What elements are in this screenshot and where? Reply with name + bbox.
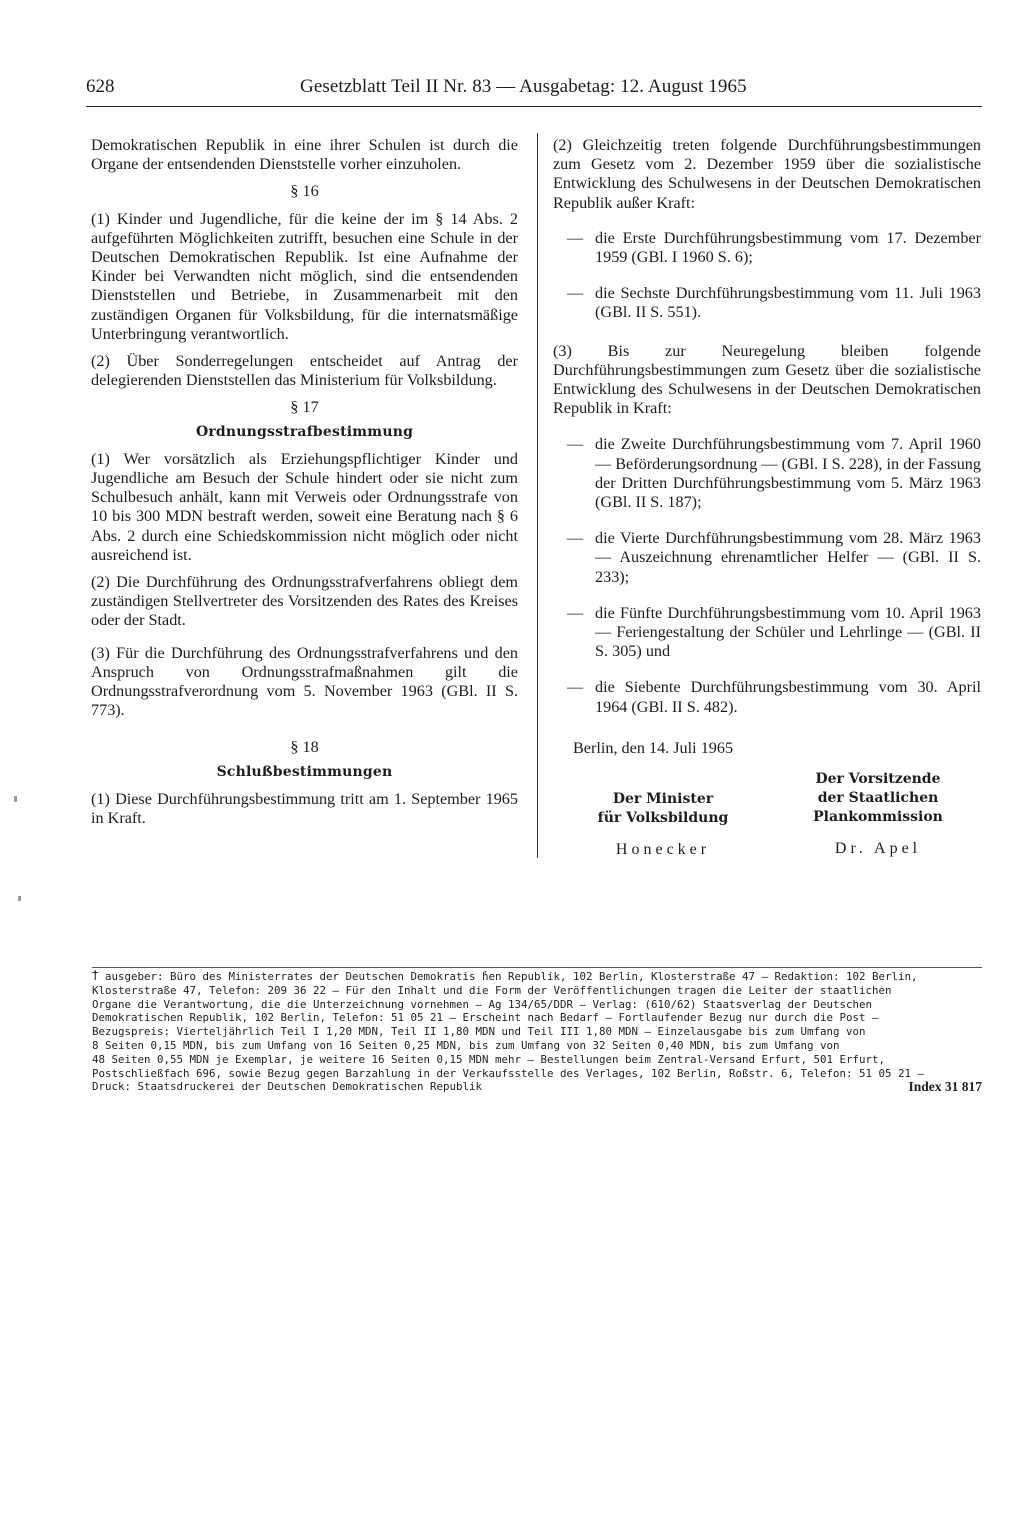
right-column [553, 136, 981, 880]
printer-line: Druck: Staatsdruckerei der Deutschen Demokratischen Republik [92, 1080, 483, 1094]
imprint-line: Bezugspreis: Vierteljährlich Teil I 1,20 MDN, Teil II 1,80 MDN und Teil III 1,80 MDN — Einzelausgabe bis zum Umfang von [92, 1025, 866, 1039]
remaining-item-text: die Vierte Durchführungsbestimmung vom 28. März 1963 — Auszeichnung ehrenamtlicher Helfer — (GBl. II S. 233); [595, 529, 981, 586]
dash-marker: — [567, 228, 584, 247]
section-17-paragraph-3: (3) Für die Durchführung des Ordnungsstrafverfahrens und den Anspruch von Ordnungsstrafmaßnahmen gilt die Ordnungsstrafverordnung vom 5. November 1963 (GBl. II S. 773). [91, 643, 518, 720]
scan-speck [14, 796, 17, 802]
section-18-paragraph-2: (2) Gleichzeitig treten folgende Durchführungsbestimmungen zum Gesetz vom 2. Dezember 1959 über die sozialistische Entwicklung des Schulwesens in der Deutschen Demokratischen Republik außer Kraft: [553, 136, 981, 212]
signature-block [553, 770, 981, 880]
section-18-title: Schlußbestimmungen [216, 763, 393, 780]
section-18-sign: § 18 [290, 738, 319, 757]
signatory-minister [573, 790, 753, 859]
signatory-name: Dr. Apel [834, 840, 922, 858]
remaining-item [553, 435, 981, 512]
imprint-line: Postschließfach 696, sowie Bezug gegen Barzahlung in der Verkaufsstelle des Verlages, 102 Berlin, Roßstr. 6, Telefon: 51 05 21 — [92, 1066, 925, 1080]
index-number: Index 31 817 [908, 1080, 982, 1095]
remaining-item [553, 604, 981, 662]
remaining-item-text: die Fünfte Durchführungsbestimmung vom 10. April 1963 — Feriengestaltung der Schüler und Lehrlinge — (GBl. II S. 305) und [595, 603, 981, 661]
section-16-paragraph-2: (2) Über Sonderregelungen entscheidet auf Antrag der delegierenden Dienststellen das Ministerium für Volksbildung. [91, 352, 518, 390]
running-title: Gesetzblatt Teil II Nr. 83 — Ausgabetag: 12. August 1965 [300, 76, 747, 97]
signatory-title: Plankommission [813, 809, 943, 826]
imprint-line: Organe die Verantwortung, die die Unterzeichnung vornehmen — Ag 134/65/DDR — Verlag: (610/62) Staatsverlag der Deutschen [92, 997, 873, 1011]
dash-marker: — [567, 435, 584, 454]
signatory-title: Der Minister [612, 791, 714, 808]
remaining-item [553, 529, 981, 587]
place-date: Berlin, den 14. Juli 1965 [573, 738, 734, 757]
remaining-item-text: die Zweite Durchführungsbestimmung vom 7. April 1960 — Beförderungsordnung — (GBl. I S. 228), in der Fassung der Dritten Durchführungsbestimmung vom 5. März 1963 (GBl. II S. 187); [595, 435, 981, 512]
imprint-line: ̓T̕ ausgeber: Büro des Ministerrates der Deutschen Demokratis ̓hen Republik, 102 Berlin, Klosterstraße 47 — Redaktion: 102 Berlin, [92, 970, 918, 983]
section-17-paragraph-1: (1) Wer vorsätzlich als Erziehungspflichtiger Kinder und Jugendliche am Besuch der Schule hindert oder sie nicht zum Schulbesuch anhält, kann mit Verweis oder Ordnungsstrafe von 10 bis 300 MDN bestraft werden, soweit eine Beratung nach § 6 Abs. 2 durch eine Schiedskommission nicht möglich oder nicht ausreichend ist. [91, 449, 518, 564]
continued-paragraph: Demokratischen Republik in eine ihrer Schulen ist durch die Organe der entsendenden Dienststelle vorher einzuholen. [91, 136, 518, 174]
repealed-item [553, 229, 981, 267]
section-17-paragraph-2: (2) Die Durchführung des Ordnungsstrafverfahrens obliegt dem zuständigen Stellvertreter des Vorsitzenden des Rates des Kreises oder der Stadt. [91, 573, 518, 630]
signatory-chairman [783, 770, 973, 858]
section-16-paragraph-1: (1) Kinder und Jugendliche, für die keine der im § 14 Abs. 2 aufgeführten Möglichkeiten zutrifft, besuchen eine Schule in der Deutschen Demokratischen Republik. Ist eine Aufnahme der Kinder bei Verwandten nicht möglich, sind die entsendenden Dienststellen und Betriebe, in Zusammenarbeit mit den zuständigen Organen für Volksbildung, für die internatsmäßige Unterbringung verantwortlich. [91, 209, 518, 343]
remaining-item-text: die Siebente Durchführungsbestimmung vom 30. April 1964 (GBl. II S. 482). [595, 678, 981, 716]
imprint-line: 8 Seiten 0,15 MDN, bis zum Umfang von 16 Seiten 0,25 MDN, bis zum Umfang von 32 Seiten 0,40 MDN, bis zum Umfang von [92, 1038, 840, 1052]
repealed-item-text: die Erste Durchführungsbestimmung vom 17. Dezember 1959 (GBl. I 1960 S. 6); [595, 228, 981, 267]
imprint-last-line [92, 1080, 982, 1094]
section-18-paragraph-1: (1) Diese Durchführungsbestimmung tritt am 1. September 1965 in Kraft. [91, 789, 518, 828]
imprint-line: 48 Seiten 0,55 MDN je Exemplar, je weitere 16 Seiten 0,15 MDN mehr — Bestellungen beim Zentral-Versand Erfurt, 501 Erfurt, [92, 1052, 886, 1066]
dash-marker: — [567, 529, 584, 548]
imprint-line: Klosterstraße 47, Telefon: 209 36 22 — Für den Inhalt und die Form der Veröffentlichungen tragen die Leiter der staatlichen [92, 983, 892, 997]
imprint [92, 970, 982, 1094]
dash-marker: — [567, 284, 584, 303]
remaining-item [553, 678, 981, 716]
signatory-title: Der Vorsitzende [815, 771, 941, 788]
section-16-sign: § 16 [290, 182, 319, 201]
dash-marker: — [567, 678, 584, 697]
left-column [91, 136, 518, 828]
section-18-paragraph-3: (3) Bis zur Neuregelung bleiben folgende Durchführungsbestimmungen zum Gesetz über die sozialistische Entwicklung des Schulwesens in der Deutschen Demokratischen Republik in Kraft: [553, 341, 981, 418]
page-header [86, 76, 982, 106]
section-17-sign: § 17 [290, 398, 319, 417]
signatory-name: Honecker [615, 841, 711, 859]
repealed-item [553, 284, 981, 322]
signatory-title: der Staatlichen [817, 790, 939, 807]
dash-marker: — [567, 603, 584, 622]
column-divider [537, 133, 538, 858]
section-17-title: Ordnungsstrafbestimmung [195, 423, 414, 440]
scan-speck [18, 896, 21, 901]
header-rule [86, 106, 982, 107]
imprint-line: Demokratischen Republik, 102 Berlin, Telefon: 51 05 21 — Erscheint nach Bedarf — Fortlaufender Bezug nur durch die Post — [92, 1011, 879, 1025]
repealed-item-text: die Sechste Durchführungsbestimmung vom 11. Juli 1963 (GBl. II S. 551). [595, 284, 981, 322]
page-number: 628 [86, 76, 115, 97]
signatory-title: für Volksbildung [597, 810, 729, 827]
footer-rule [92, 967, 982, 968]
